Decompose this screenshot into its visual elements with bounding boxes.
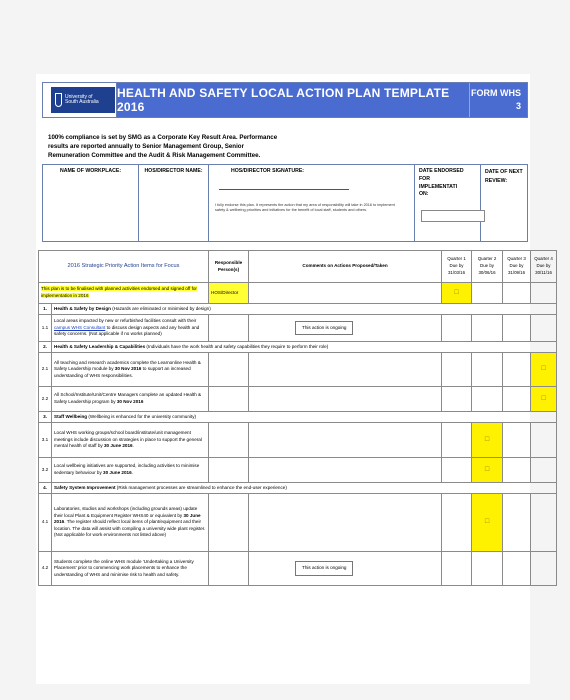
logo-line1: University of bbox=[65, 93, 93, 100]
item-number: 4.2 bbox=[39, 552, 52, 586]
section-title-cell bbox=[52, 304, 557, 315]
quarter3-cell[interactable] bbox=[503, 315, 531, 342]
responsible-cell[interactable] bbox=[209, 387, 249, 412]
intro-line: results are reported annually to Senior Management Group, Senior bbox=[48, 142, 244, 150]
section-row bbox=[39, 412, 557, 423]
quarter1-cell[interactable] bbox=[442, 315, 472, 342]
item-text bbox=[52, 494, 209, 552]
item-text-part: Local areas impacted by new or refurbished facilities consult with their bbox=[54, 318, 197, 324]
comments-cell[interactable] bbox=[249, 494, 442, 552]
quarter2-header: Quarter 2 Due by 30/06/16 bbox=[472, 251, 503, 283]
item-text bbox=[52, 353, 209, 387]
finalise-plan-text: This plan is to be finalised with planned activities endorsed and signed off for implementation in 2016 bbox=[41, 286, 197, 298]
item-number: 2.2 bbox=[39, 387, 52, 412]
workplace-name-label: NAME OF WORKPLACE: bbox=[59, 168, 122, 174]
quarter4-checkbox[interactable]: ☐ bbox=[531, 387, 557, 412]
quarter1-header: Quarter 1 Due by 31/03/16 bbox=[442, 251, 472, 283]
section-description: (Hazards are eliminated or minimised by design) bbox=[110, 305, 211, 311]
responsible-cell[interactable] bbox=[209, 423, 249, 458]
quarter1-checkbox[interactable]: ☐ bbox=[442, 283, 472, 304]
quarter2-cell[interactable] bbox=[472, 552, 503, 586]
item-text bbox=[52, 458, 209, 483]
item-text-part: to discuss design aspects and any health and safety concerns. (Not applicable if no works planned) bbox=[54, 324, 200, 337]
hos-name-cell[interactable] bbox=[139, 165, 209, 241]
logo-area bbox=[43, 83, 117, 117]
section-title-cell bbox=[52, 412, 557, 423]
table-row bbox=[39, 552, 557, 586]
quarter4-cell[interactable] bbox=[531, 552, 557, 586]
table-row bbox=[39, 494, 557, 552]
intro-line: Remuneration Committee and the Audit & Risk Management Committee. bbox=[48, 151, 261, 159]
item-number: 3.2 bbox=[39, 458, 52, 483]
next-review-label: DATE OF NEXT REVIEW: bbox=[485, 169, 523, 185]
comments-cell[interactable] bbox=[249, 423, 442, 458]
priority-header: 2016 Strategic Priority Action Items for Focus bbox=[39, 251, 209, 283]
quarter2-checkbox[interactable]: ☐ bbox=[472, 494, 503, 552]
intro-line: 100% compliance is set by SMG as a Corporate Key Result Area. Performance bbox=[48, 134, 278, 141]
table-row bbox=[39, 423, 557, 458]
item-text bbox=[52, 552, 209, 586]
section-title: Health & Safety Leadership & Capabilities bbox=[54, 343, 146, 349]
quarter3-cell[interactable] bbox=[503, 494, 531, 552]
responsible-cell[interactable] bbox=[209, 458, 249, 483]
item-text-part: Local WHS working groups/school board/institute/unit management meetings include discussion on strategies in place to support the general mental health of staff by bbox=[54, 430, 202, 449]
date-endorsed-label: DATE ENDORSED FOR IMPLEMENTATI ON: bbox=[419, 168, 464, 198]
item-text-part: Local wellbeing initiatives are supported, including activities to minimise sedentary behaviour by bbox=[54, 463, 200, 475]
item-due-date: 30 June 2016 bbox=[103, 443, 133, 449]
hos-name-label: HOS/DIRECTOR NAME: bbox=[144, 168, 203, 174]
comments-cell[interactable] bbox=[249, 552, 442, 586]
quarter3-header: Quarter 3 Due by 31/09/16 bbox=[503, 251, 531, 283]
item-text-part: . bbox=[131, 470, 133, 475]
table-row bbox=[39, 315, 557, 342]
quarter1-cell[interactable] bbox=[442, 458, 472, 483]
compliance-intro bbox=[48, 134, 378, 161]
quarter3-cell[interactable] bbox=[503, 552, 531, 586]
table-row bbox=[39, 353, 557, 387]
logo-line2: South Australia bbox=[65, 99, 99, 105]
document-title: HEALTH AND SAFETY LOCAL ACTION PLAN TEMPLATE 2016 bbox=[117, 83, 469, 117]
item-text bbox=[52, 423, 209, 458]
document-header bbox=[42, 82, 528, 118]
responsible-header: Responsible Person(s) bbox=[209, 251, 249, 283]
responsible-cell[interactable] bbox=[209, 494, 249, 552]
quarter1-cell[interactable] bbox=[442, 423, 472, 458]
quarter4-cell[interactable] bbox=[531, 494, 557, 552]
item-text-part: to support an increased understanding of WHS responsibilities. bbox=[54, 366, 191, 378]
item-text-part: All School/Institute/Unit/Centre Managers complete an updated Health & Safety Leadership program by bbox=[54, 392, 202, 404]
section-number: 4. bbox=[39, 483, 52, 494]
item-text bbox=[52, 387, 209, 412]
item-number: 1.1 bbox=[39, 315, 52, 342]
item-due-date: 30 Nov 2016 bbox=[116, 399, 144, 404]
responsible-cell[interactable]: HOS/Director bbox=[209, 283, 249, 304]
quarter3-cell[interactable] bbox=[503, 353, 531, 387]
endorsement-statement: I fully endorse this plan. It represents the action that my area of responsibility will take in 2016 to implement safety & wellbeing priorities and initiatives for the benefit of local staff, students and others. bbox=[215, 203, 395, 213]
item-due-date: 30 June 2016 bbox=[103, 470, 132, 475]
section-title: Safety System Improvement bbox=[54, 484, 116, 490]
section-number: 3. bbox=[39, 412, 52, 423]
responsible-cell[interactable] bbox=[209, 552, 249, 586]
responsible-cell[interactable] bbox=[209, 353, 249, 387]
quarter3-cell[interactable] bbox=[503, 387, 531, 412]
quarter2-cell[interactable] bbox=[472, 283, 503, 304]
section-title: Health & Safety by Design bbox=[54, 305, 111, 311]
workplace-details bbox=[42, 164, 528, 242]
quarter1-cell[interactable] bbox=[442, 494, 472, 552]
signature-label: HOS/DIRECTOR SIGNATURE: bbox=[231, 168, 305, 174]
item-text-part: . The register should reflect local items of plant/equipment and their location. The data will assist with compiling a university wide plant register. (Not applicable for work environments not listed above) bbox=[54, 519, 206, 538]
comments-cell[interactable] bbox=[249, 387, 442, 412]
whs-consultant-link[interactable]: campus WHS Consultant bbox=[54, 324, 106, 330]
comments-cell[interactable] bbox=[249, 315, 442, 342]
section-row bbox=[39, 483, 557, 494]
section-row bbox=[39, 342, 557, 353]
item-text-part: All teaching and research academics complete the Learnonline Health & Safety Leadership module by bbox=[54, 359, 201, 372]
section-title-cell bbox=[52, 483, 557, 494]
quarter1-cell[interactable] bbox=[442, 387, 472, 412]
section-title: Staff Wellbeing bbox=[54, 413, 88, 419]
signature-cell[interactable] bbox=[209, 165, 415, 241]
quarter2-checkbox[interactable]: ☐ bbox=[472, 458, 503, 483]
item-text-part: Students complete the online WHS module 'Undertaking a University Placement' prior to commencing work placements to enhance the understanding of WHS and minimise risk to health and safety. bbox=[54, 558, 194, 577]
crest-icon bbox=[55, 93, 62, 107]
table-row bbox=[39, 387, 557, 412]
form-number bbox=[469, 83, 527, 117]
responsible-cell[interactable] bbox=[209, 315, 249, 342]
quarter2-cell[interactable] bbox=[472, 353, 503, 387]
quarter1-cell[interactable] bbox=[442, 552, 472, 586]
section-number: 1. bbox=[39, 304, 52, 315]
date-endorsed-input[interactable] bbox=[421, 210, 485, 222]
quarter1-cell[interactable] bbox=[442, 353, 472, 387]
table-row bbox=[39, 458, 557, 483]
quarter4-checkbox[interactable]: ☐ bbox=[531, 353, 557, 387]
section-number: 2. bbox=[39, 342, 52, 353]
quarter4-cell[interactable] bbox=[531, 458, 557, 483]
item-due-date: 30 Nov 2016 bbox=[114, 366, 142, 372]
item-number: 3.1 bbox=[39, 423, 52, 458]
signature-line bbox=[219, 189, 349, 190]
item-number: 4.1 bbox=[39, 494, 52, 552]
item-text-part: Laboratories, studios and workshops (including grounds areas) update their local Plant & Equipment Register WHS40 or equivalent by bbox=[54, 505, 198, 518]
ongoing-comment: This action is ongoing bbox=[295, 321, 353, 336]
quarter3-cell[interactable] bbox=[503, 458, 531, 483]
action-plan-table bbox=[38, 250, 557, 586]
workplace-name-cell[interactable] bbox=[43, 165, 139, 241]
form-number-value: 3 bbox=[515, 101, 521, 111]
comments-cell[interactable] bbox=[249, 283, 442, 304]
comments-cell[interactable] bbox=[249, 458, 442, 483]
finalise-plan-cell bbox=[39, 283, 209, 304]
item-text bbox=[52, 315, 209, 342]
next-review-cell[interactable] bbox=[481, 165, 529, 241]
section-description: (Risk management processes are streamlined to enhance the end-user experience) bbox=[115, 484, 287, 490]
table-row bbox=[39, 283, 557, 304]
quarter4-cell[interactable] bbox=[531, 315, 557, 342]
section-row bbox=[39, 304, 557, 315]
quarter4-cell[interactable] bbox=[531, 283, 557, 304]
quarter4-cell[interactable] bbox=[531, 423, 557, 458]
comments-cell[interactable] bbox=[249, 353, 442, 387]
item-text-part: . bbox=[132, 443, 134, 449]
university-logo bbox=[51, 87, 115, 113]
quarter3-cell[interactable] bbox=[503, 423, 531, 458]
section-description: (Individuals have the work health and safety capabilities they require to perform their role) bbox=[145, 343, 329, 349]
date-endorsed-cell bbox=[415, 165, 481, 241]
item-number: 2.1 bbox=[39, 353, 52, 387]
table-header-row bbox=[39, 251, 557, 283]
quarter2-cell[interactable] bbox=[472, 387, 503, 412]
item-due-date: 30 June 2016 bbox=[54, 512, 201, 525]
form-label: FORM WHS bbox=[471, 88, 521, 99]
comments-header: Comments on Actions Proposed/Taken bbox=[249, 251, 442, 283]
quarter2-cell[interactable] bbox=[472, 315, 503, 342]
section-title-cell bbox=[52, 342, 557, 353]
section-description: (Wellbeing is enhanced for the university community) bbox=[87, 413, 197, 419]
quarter2-checkbox[interactable]: ☐ bbox=[472, 423, 503, 458]
quarter4-header: Quarter 4 Due by 30/11/16 bbox=[531, 251, 557, 283]
ongoing-comment: This action is ongoing bbox=[295, 561, 353, 576]
quarter3-cell[interactable] bbox=[503, 283, 531, 304]
